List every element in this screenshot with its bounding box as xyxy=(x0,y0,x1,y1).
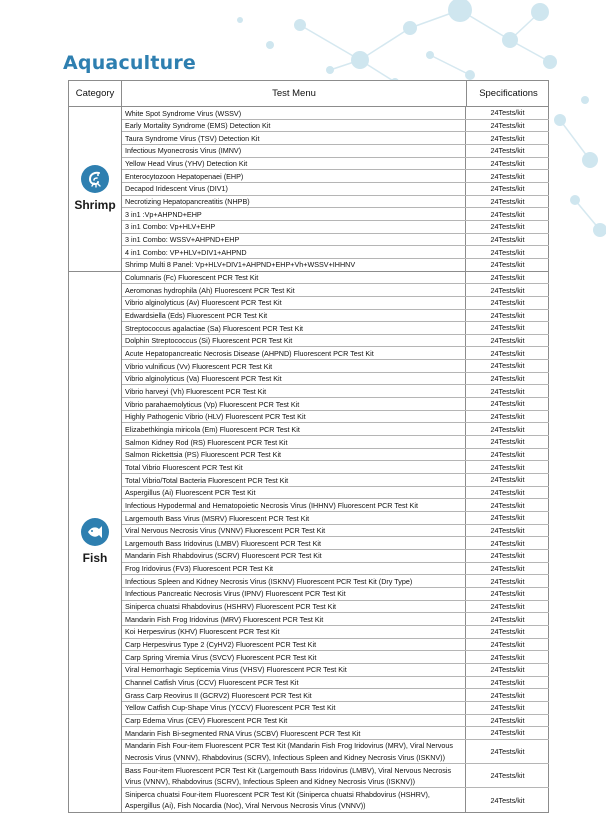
test-spec: 24Tests/kit xyxy=(490,746,525,756)
table-row xyxy=(122,550,549,563)
table-row xyxy=(122,221,549,234)
test-spec: 24Tests/kit xyxy=(490,715,525,725)
category-label: Shrimp xyxy=(74,198,116,213)
test-name: Carp Spring Viremia Virus (SVCV) Fluorescent PCR Test Kit xyxy=(122,651,466,663)
test-name: Channel Catfish Virus (CCV) Fluorescent PCR Test Kit xyxy=(122,677,466,689)
test-spec: 24Tests/kit xyxy=(490,196,525,206)
table-row xyxy=(122,715,549,728)
test-name: Infectious Myonecrosis Virus (IMNV) xyxy=(122,145,466,157)
test-spec: 24Tests/kit xyxy=(490,272,525,282)
table-row xyxy=(122,512,549,525)
table-row xyxy=(122,449,549,462)
test-spec: 24Tests/kit xyxy=(490,538,525,548)
test-spec: 24Tests/kit xyxy=(490,614,525,624)
category-label: Fish xyxy=(82,551,108,566)
table-row xyxy=(122,398,549,411)
test-name: Taura Syndrome Virus (TSV) Detection Kit xyxy=(122,132,466,144)
category-cell xyxy=(69,107,122,271)
test-spec: 24Tests/kit xyxy=(490,795,525,805)
table-row xyxy=(122,208,549,221)
table-row xyxy=(122,132,549,145)
test-name: Vibrio parahaemolyticus (Vp) Fluorescent PCR Test Kit xyxy=(122,398,466,410)
test-spec: 24Tests/kit xyxy=(490,386,525,396)
test-list xyxy=(122,272,549,812)
test-spec: 24Tests/kit xyxy=(490,310,525,320)
test-name: Infectious Hypodermal and Hematopoietic Necrosis Virus (IHHNV) Fluorescent PCR Test Kit xyxy=(122,499,466,511)
table-row xyxy=(122,499,549,512)
test-spec: 24Tests/kit xyxy=(490,222,525,232)
test-spec: 24Tests/kit xyxy=(490,551,525,561)
category-cell xyxy=(69,272,122,812)
test-spec: 24Tests/kit xyxy=(490,475,525,485)
test-name: Vibrio vulnificus (Vv) Fluorescent PCR Test Kit xyxy=(122,360,466,372)
test-name: Total Vibrio Fluorescent PCR Test Kit xyxy=(122,461,466,473)
test-name: Mandarin Fish Frog Iridovirus (MRV) Fluorescent PCR Test Kit xyxy=(122,613,466,625)
test-spec: 24Tests/kit xyxy=(490,336,525,346)
test-spec: 24Tests/kit xyxy=(490,703,525,713)
test-name: Viral Hemorrhagic Septicemia Virus (VHSV) Fluorescent PCR Test Kit xyxy=(122,664,466,676)
test-spec: 24Tests/kit xyxy=(490,298,525,308)
test-name: Necrotizing Hepatopancreatitis (NHPB) xyxy=(122,196,466,208)
test-spec: 24Tests/kit xyxy=(490,728,525,738)
test-name: Infectious Spleen and Kidney Necrosis Virus (ISKNV) Fluorescent PCR Test Kit (Dry Type) xyxy=(122,575,466,587)
table-row xyxy=(122,272,549,285)
table-row xyxy=(122,727,549,740)
table-row xyxy=(122,588,549,601)
table-row xyxy=(122,234,549,247)
table-row xyxy=(122,373,549,386)
table-row xyxy=(122,385,549,398)
test-name: Shrimp Multi 8 Panel: Vp+HLV+DIV1+AHPND+EHP+Vh+WSSV+IHHNV xyxy=(122,259,466,271)
table-header xyxy=(69,81,548,107)
table-row xyxy=(122,246,549,259)
test-spec: 24Tests/kit xyxy=(490,348,525,358)
test-spec: 24Tests/kit xyxy=(490,450,525,460)
fish-icon xyxy=(81,518,109,546)
test-spec: 24Tests/kit xyxy=(490,133,525,143)
test-name: Koi Herpesvirus (KHV) Fluorescent PCR Test Kit xyxy=(122,626,466,638)
table-row xyxy=(122,170,549,183)
test-spec: 24Tests/kit xyxy=(490,627,525,637)
test-spec: 24Tests/kit xyxy=(490,412,525,422)
table-row xyxy=(122,347,549,360)
table-row xyxy=(122,436,549,449)
header-specifications: Specifications xyxy=(479,88,538,99)
test-spec: 24Tests/kit xyxy=(490,639,525,649)
test-name: Yellow Head Virus (YHV) Detection Kit xyxy=(122,158,466,170)
test-name: Frog Iridovirus (FV3) Fluorescent PCR Test Kit xyxy=(122,563,466,575)
test-spec: 24Tests/kit xyxy=(490,184,525,194)
test-name: Grass Carp Reovirus II (GCRV2) Fluorescent PCR Test Kit xyxy=(122,689,466,701)
table-row xyxy=(122,183,549,196)
table-row xyxy=(122,537,549,550)
table-row xyxy=(122,764,549,788)
test-list xyxy=(122,107,549,271)
table-row xyxy=(122,284,549,297)
test-name: Yellow Catfish Cup-Shape Virus (YCCV) Fluorescent PCR Test Kit xyxy=(122,702,466,714)
table-row xyxy=(122,461,549,474)
test-spec: 24Tests/kit xyxy=(490,652,525,662)
test-spec: 24Tests/kit xyxy=(490,323,525,333)
test-name: Siniperca chuatsi Rhabdovirus (HSHRV) Fluorescent PCR Test Kit xyxy=(122,601,466,613)
test-spec: 24Tests/kit xyxy=(490,260,525,270)
test-name: Mandarin Fish Four-item Fluorescent PCR Test Kit (Mandarin Fish Frog Iridovirus (MRV), Viral Nervous Necrosis Virus (VNNV), Rhabdovirus (SCRV), Infectious Spleen and Kidney Necrosis Virus (ISKNV)) xyxy=(122,740,466,763)
test-spec: 24Tests/kit xyxy=(490,285,525,295)
table-row xyxy=(122,259,549,271)
table-row xyxy=(122,107,549,120)
test-spec: 24Tests/kit xyxy=(490,665,525,675)
section-shrimp xyxy=(69,107,548,272)
table-row xyxy=(122,525,549,538)
test-spec: 24Tests/kit xyxy=(490,677,525,687)
shrimp-icon xyxy=(81,165,109,193)
test-spec: 24Tests/kit xyxy=(490,690,525,700)
test-spec: 24Tests/kit xyxy=(490,209,525,219)
header-test-menu: Test Menu xyxy=(122,81,467,106)
test-name: 4 in1 Combo: VP+HLV+DIV1+AHPND xyxy=(122,246,466,258)
test-name: Largemouth Bass Virus (MSRV) Fluorescent PCR Test Kit xyxy=(122,512,466,524)
test-name: Salmon Rickettsia (PS) Fluorescent PCR Test Kit xyxy=(122,449,466,461)
table-row xyxy=(122,423,549,436)
test-spec: 24Tests/kit xyxy=(490,171,525,181)
table-row xyxy=(122,651,549,664)
test-spec: 24Tests/kit xyxy=(490,437,525,447)
test-spec: 24Tests/kit xyxy=(490,399,525,409)
test-name: Vibrio harveyi (Vh) Fluorescent PCR Test Kit xyxy=(122,385,466,397)
test-name: Vibrio alginolyticus (Av) Fluorescent PCR Test Kit xyxy=(122,297,466,309)
test-name: Total Vibrio/Total Bacteria Fluorescent PCR Test Kit xyxy=(122,474,466,486)
test-spec: 24Tests/kit xyxy=(490,576,525,586)
table-row xyxy=(122,297,549,310)
table-row xyxy=(122,664,549,677)
table-row xyxy=(122,360,549,373)
section-fish xyxy=(69,272,548,812)
table-row xyxy=(122,158,549,171)
table-row xyxy=(122,639,549,652)
test-name: 3 in1 Combo: Vp+HLV+EHP xyxy=(122,221,466,233)
test-name: Edwardsiella (Eds) Fluorescent PCR Test Kit xyxy=(122,310,466,322)
table-row xyxy=(122,677,549,690)
table-row xyxy=(122,474,549,487)
table-row xyxy=(122,196,549,209)
table-row xyxy=(122,411,549,424)
test-name: Bass Four-item Fluorescent PCR Test Kit (Largemouth Bass Iridovirus (LMBV), Viral Nervous Necrosis Virus (VNNV), Rhabdovirus (SCRV), Infectious Spleen and Kidney Necrosis Virus (ISKNV)) xyxy=(122,764,466,787)
table-row xyxy=(122,120,549,133)
test-spec: 24Tests/kit xyxy=(490,488,525,498)
test-name: Acute Hepatopancreatic Necrosis Disease (AHPND) Fluorescent PCR Test Kit xyxy=(122,347,466,359)
test-name: Columnaris (Fc) Fluorescent PCR Test Kit xyxy=(122,272,466,284)
test-spec: 24Tests/kit xyxy=(490,146,525,156)
table-body xyxy=(69,107,548,812)
table-row xyxy=(122,601,549,614)
table-row xyxy=(122,563,549,576)
test-spec: 24Tests/kit xyxy=(490,120,525,130)
table-row xyxy=(122,145,549,158)
test-name: Highly Pathogenic Vibrio (HLV) Fluorescent PCR Test Kit xyxy=(122,411,466,423)
test-spec: 24Tests/kit xyxy=(490,513,525,523)
table-row xyxy=(122,788,549,811)
test-spec: 24Tests/kit xyxy=(490,424,525,434)
table-row xyxy=(122,613,549,626)
table-row xyxy=(122,335,549,348)
test-name: Siniperca chuatsi Four-item Fluorescent PCR Test Kit (Siniperca chuatsi Rhabdovirus (HSHRV), Aspergillus (Ai), Fish Nocardia (Noc), Viral Nervous Necrosis Virus (VNNV)) xyxy=(122,788,466,811)
test-spec: 24Tests/kit xyxy=(490,247,525,257)
test-name: Decapod Iridescent Virus (DIV1) xyxy=(122,183,466,195)
test-name: 3 in1 :Vp+AHPND+EHP xyxy=(122,208,466,220)
test-name: Early Mortality Syndrome (EMS) Detection Kit xyxy=(122,120,466,132)
table-row xyxy=(122,689,549,702)
table-row xyxy=(122,487,549,500)
test-name: Carp Edema Virus (CEV) Fluorescent PCR Test Kit xyxy=(122,715,466,727)
test-name: Salmon Kidney Rod (RS) Fluorescent PCR Test Kit xyxy=(122,436,466,448)
test-spec: 24Tests/kit xyxy=(490,563,525,573)
test-spec: 24Tests/kit xyxy=(490,462,525,472)
table-row xyxy=(122,740,549,764)
test-spec: 24Tests/kit xyxy=(490,589,525,599)
test-name: Elizabethkingia miricola (Em) Fluorescent PCR Test Kit xyxy=(122,423,466,435)
test-name: Streptococcus agalactiae (Sa) Fluorescent PCR Test Kit xyxy=(122,322,466,334)
test-spec: 24Tests/kit xyxy=(490,525,525,535)
test-name: Aspergillus (Ai) Fluorescent PCR Test Kit xyxy=(122,487,466,499)
test-name: 3 in1 Combo: WSSV+AHPND+EHP xyxy=(122,234,466,246)
test-spec: 24Tests/kit xyxy=(490,771,525,781)
test-name: White Spot Syndrome Virus (WSSV) xyxy=(122,107,466,119)
table-row xyxy=(122,322,549,335)
test-name: Mandarin Fish Bi-segmented RNA Virus (SCBV) Fluorescent PCR Test Kit xyxy=(122,727,466,739)
test-name: Dolphin Streptococcus (Si) Fluorescent PCR Test Kit xyxy=(122,335,466,347)
test-name: Carp Herpesvirus Type 2 (CyHV2) Fluorescent PCR Test Kit xyxy=(122,639,466,651)
table-row xyxy=(122,702,549,715)
test-spec: 24Tests/kit xyxy=(490,234,525,244)
test-name: Viral Nervous Necrosis Virus (VNNV) Fluorescent PCR Test Kit xyxy=(122,525,466,537)
test-name: Enterocytozoon Hepatopenaei (EHP) xyxy=(122,170,466,182)
test-name: Aeromonas hydrophila (Ah) Fluorescent PCR Test Kit xyxy=(122,284,466,296)
test-spec: 24Tests/kit xyxy=(490,374,525,384)
test-spec: 24Tests/kit xyxy=(490,500,525,510)
table-row xyxy=(122,310,549,323)
test-name: Mandarin Fish Rhabdovirus (SCRV) Fluorescent PCR Test Kit xyxy=(122,550,466,562)
test-spec: 24Tests/kit xyxy=(490,361,525,371)
test-name: Largemouth Bass Iridovirus (LMBV) Fluorescent PCR Test Kit xyxy=(122,537,466,549)
table-row xyxy=(122,626,549,639)
page-title: Aquaculture xyxy=(63,52,197,74)
test-spec: 24Tests/kit xyxy=(490,601,525,611)
test-spec: 24Tests/kit xyxy=(490,108,525,118)
test-spec: 24Tests/kit xyxy=(490,158,525,168)
test-name: Vibrio alginolyticus (Va) Fluorescent PCR Test Kit xyxy=(122,373,466,385)
test-menu-table xyxy=(68,80,549,813)
test-name: Infectious Pancreatic Necrosis Virus (IPNV) Fluorescent PCR Test Kit xyxy=(122,588,466,600)
header-category: Category xyxy=(69,81,122,106)
table-row xyxy=(122,575,549,588)
